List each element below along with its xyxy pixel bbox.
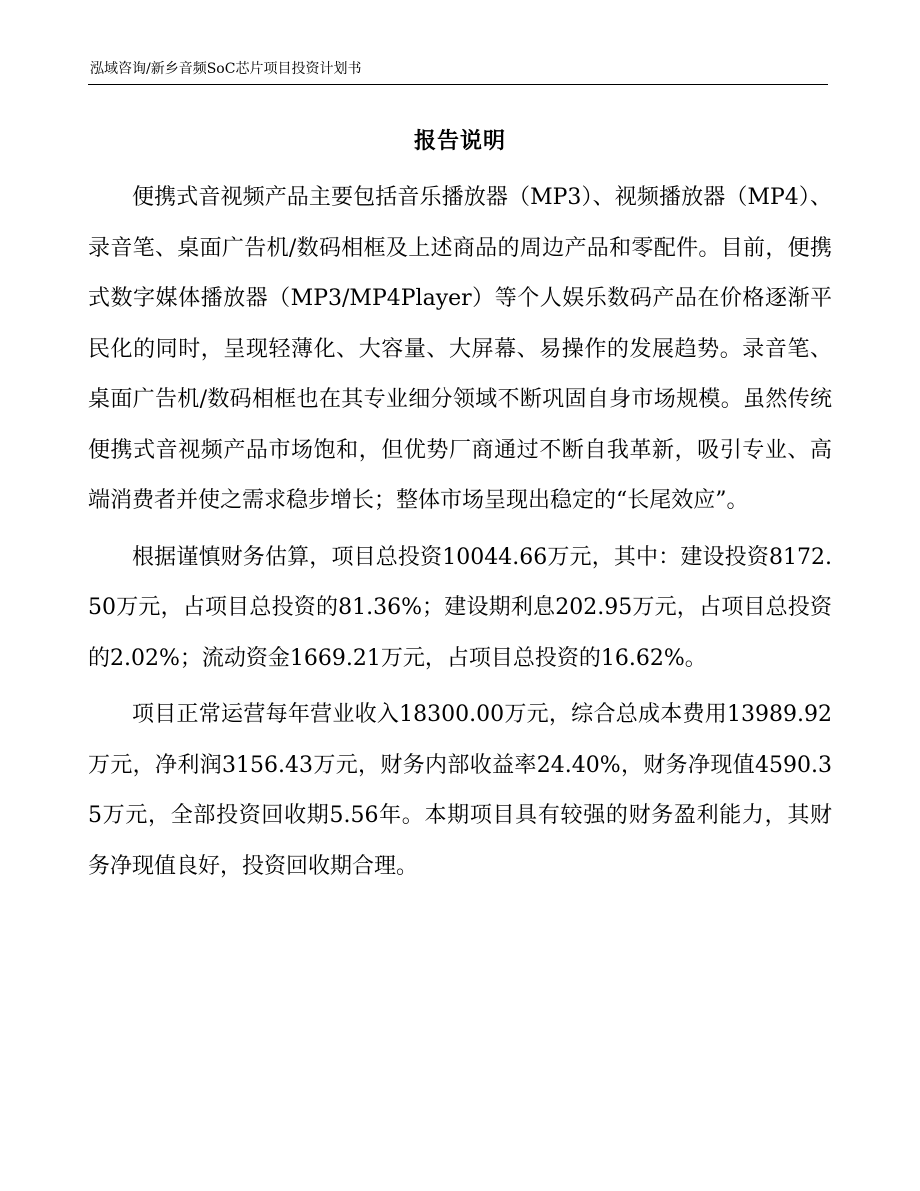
paragraph-investment-estimate: 根据谨慎财务估算，项目总投资10044.66万元，其中：建设投资8172.50万元，占项目总投资的81.36%；建设期利息202.95万元，占项目总投资的2.02%；流动资金1669.21万元，占项目总投资的16.62%。 [88, 544, 832, 671]
page-header: 泓域咨询/新乡音频SoC芯片项目投资计划书 [90, 61, 362, 77]
page-title: 报告说明 [413, 128, 506, 154]
header-rule [88, 84, 828, 85]
paragraph-financial-returns: 项目正常运营每年营业收入18300.00万元，综合总成本费用13989.92万元，净利润3156.43万元，财务内部收益率24.40%，财务净现值4590.35万元，全部投资回收期5.56年。本期项目具有较强的财务盈利能力，其财务净现值良好，投资回收期合理。 [88, 702, 832, 879]
report-body [88, 173, 832, 898]
paragraph-product-overview: 便携式音视频产品主要包括音乐播放器（MP3）、视频播放器（MP4）、录音笔、桌面广告机/数码相框及上述商品的周边产品和零配件。目前，便携式数字媒体播放器（MP3/MP4Player）等个人娱乐数码产品在价格逐渐平民化的同时，呈现轻薄化、大容量、大屏幕、易操作的发展趋势。录音笔、桌面广告机/数码相框也在其专业细分领域不断巩固自身市场规模。虽然传统便携式音视频产品市场饱和，但优势厂商通过不断自我革新，吸引专业、高端消费者并使之需求稳步增长；整体市场呈现出稳定的“长尾效应”。 [88, 185, 832, 513]
